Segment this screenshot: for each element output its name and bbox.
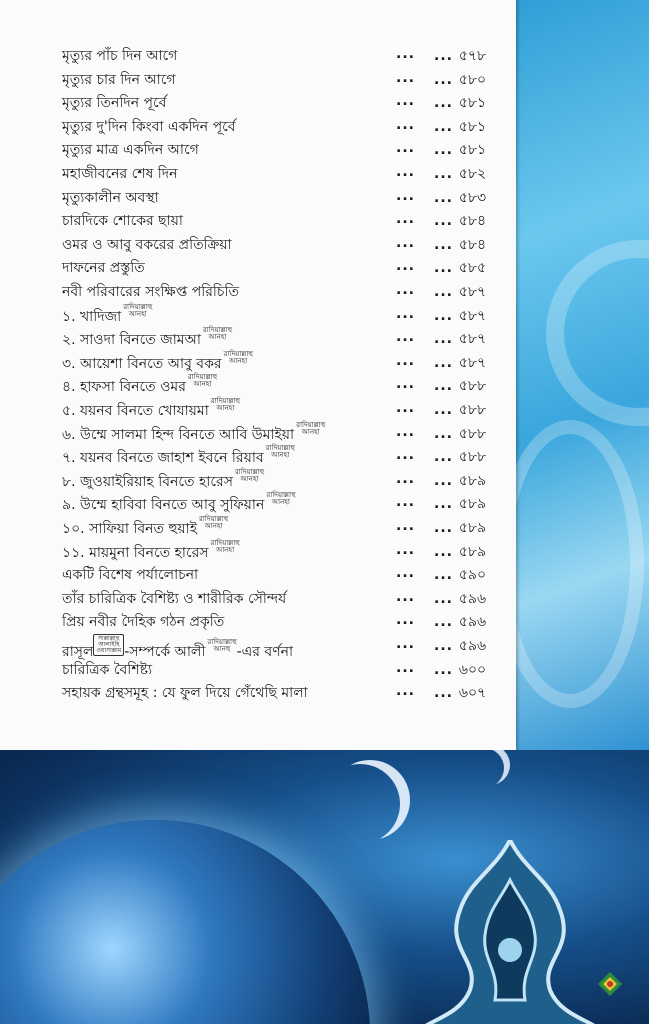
toc-entry	[62, 445, 510, 469]
page-number: ... ৫৯৬	[434, 614, 487, 631]
page-number: ... ৫৯০	[434, 567, 487, 584]
toc-entry-title: ৬. উম্মে সালমা হিন্দ বিনতে আবি উমাইয়া রাদিয়াল্লাহু আনহা	[62, 420, 326, 443]
toc-entry-title: প্রিয় নবীর দৈহিক গঠন প্রকৃতি	[62, 614, 225, 631]
page-number: ... ৫৮১	[434, 95, 487, 112]
toc-entry	[62, 422, 510, 446]
toc-entry	[62, 138, 510, 162]
dot-leader: ...	[396, 659, 415, 676]
dot-leader: ...	[396, 683, 415, 700]
toc-entry	[62, 280, 510, 304]
page-number: ... ৫৮৯	[434, 496, 487, 513]
honorific-label: রাদিয়াল্লাহু আনহা	[223, 349, 253, 365]
dot-leader: ...	[396, 258, 415, 275]
crescent-moon-icon	[470, 750, 510, 785]
toc-entry-title: দাফনের প্রস্তুতি	[62, 260, 145, 277]
page-number: ... ৫৮১	[434, 118, 487, 135]
dot-leader: ...	[396, 305, 415, 322]
toc-entry	[62, 91, 510, 115]
ornament-icon	[400, 840, 620, 1024]
toc-entry	[62, 162, 510, 186]
dot-leader: ...	[396, 518, 415, 534]
page-number: ... ৫৮৯	[434, 520, 487, 536]
page-number: ... ৫৮৪	[434, 236, 487, 253]
toc-entry-title: ৪. হাফসা বিনতে ওমর রাদিয়াল্লাহু আনহা	[62, 373, 218, 396]
toc-entry	[62, 658, 510, 682]
salawat-badge: সাল্লাল্লাহু আলাইহি ওয়াসাল্লাম	[93, 634, 124, 656]
toc-entry	[62, 516, 510, 540]
toc-entry	[62, 563, 510, 587]
dot-leader: ...	[396, 636, 415, 652]
honorific-label: রাদিয়াল্লাহু আনহা	[265, 444, 295, 460]
toc-entry-title: রাসূল সাল্লাল্লাহু আলাইহি ওয়াসাল্লাম -সম্পর্কে আলী রাদিয়াল্লাহু আনহু -এর বর্ণনা	[62, 635, 294, 660]
dot-leader: ...	[396, 376, 415, 393]
page-number: ... ৫৮৯	[434, 472, 487, 489]
page-number: ... ৫৯৬	[434, 638, 487, 654]
cover-artwork	[0, 750, 649, 1024]
dot-leader: ...	[396, 400, 415, 416]
page-number: ... ৫৮৯	[434, 543, 487, 560]
dot-leader: ...	[396, 93, 415, 110]
honorific-label: রাদিয়াল্লাহু আনহু	[207, 638, 237, 653]
dot-leader: ...	[396, 140, 415, 157]
toc-entry-title: মহাজীবনের শেষ দিন	[62, 166, 178, 182]
honorific-label: রাদিয়াল্লাহু আনহা	[266, 491, 296, 507]
dot-leader: ...	[396, 116, 415, 133]
dot-leader: ...	[396, 211, 415, 228]
dot-leader: ...	[396, 352, 415, 369]
honorific-label: রাদিয়াল্লাহু আনহা	[296, 420, 326, 436]
toc-entry-title: চারিত্রিক বৈশিষ্ট্য	[62, 661, 153, 678]
toc-entry	[62, 44, 510, 68]
toc-entry	[62, 327, 510, 351]
honorific-label: রাদিয়াল্লাহু আনহা	[210, 538, 240, 554]
toc-entry-title: নবী পরিবারের সংক্ষিপ্ত পরিচিতি	[62, 284, 239, 300]
toc-entry	[62, 610, 510, 634]
toc-entry-title: ৭. যয়নব বিনতে জাহাশ ইবনে রিয়াব রাদিয়াল্লাহু আনহা	[62, 444, 295, 467]
page-number: ... ৫৮৭	[434, 354, 487, 371]
toc-entry-title: মৃত্যুর পাঁচ দিন আগে	[62, 48, 178, 64]
page-number: ... ৫৮৮	[434, 425, 487, 442]
toc-entry-title: ১. খাদিজা রাদিয়াল্লাহু আনহা	[62, 302, 153, 325]
toc-entry	[62, 540, 510, 564]
page-number: ... ৫৮৭	[434, 307, 487, 324]
honorific-label: রাদিয়াল্লাহু আনহা	[123, 302, 153, 318]
dot-leader: ...	[396, 46, 415, 62]
dot-leader: ...	[396, 164, 415, 180]
toc-entry	[62, 374, 510, 398]
toc-entry-title: একটি বিশেষ পর্যালোচনা	[62, 567, 199, 584]
toc-entry	[62, 115, 510, 139]
page-number: ... ৫৮২	[434, 166, 487, 182]
toc-entry-title: ২. সাওদা বিনতে জামআ রাদিয়াল্লাহু আনহা	[62, 326, 233, 349]
honorific-label: রাদিয়াল্লাহু আনহা	[199, 515, 229, 530]
toc-entry	[62, 256, 510, 280]
dot-leader: ...	[396, 470, 415, 487]
toc-entry	[62, 492, 510, 516]
page-number: ... ৫৮৩	[434, 189, 487, 206]
planet	[0, 820, 370, 1024]
dot-leader: ...	[396, 565, 415, 582]
page-number: ... ৫৮৮	[434, 402, 487, 418]
toc-entry-title: ৫. যয়নব বিনতে খোযায়মা রাদিয়াল্লাহু আনহা	[62, 397, 240, 419]
dot-leader: ...	[396, 282, 415, 298]
toc-entry	[62, 304, 510, 328]
toc-entry	[62, 186, 510, 210]
toc-entry-title: মৃত্যুকালীন অবস্থা	[62, 189, 159, 206]
dot-leader: ...	[396, 234, 415, 251]
page-number: ... ৫৮৫	[434, 260, 487, 277]
toc-entry	[62, 68, 510, 92]
toc-entry-title: মৃত্যুর দু'দিন কিংবা একদিন পূর্বে	[62, 118, 236, 135]
honorific-label: রাদিয়াল্লাহু আনহা	[202, 326, 233, 342]
honorific-label: রাদিয়াল্লাহু আনহা	[187, 373, 218, 389]
dot-leader: ...	[396, 69, 415, 86]
page-number: ... ৫৮৮	[434, 378, 487, 395]
toc-entry	[62, 351, 510, 375]
honorific-label: রাদিয়াল্লাহু আনহা	[210, 397, 240, 412]
toc-entry-title: সহায়ক গ্রন্থসমূহ : যে ফুল দিয়ে গেঁথেছি মালা	[62, 685, 308, 702]
page-number: ... ৫৮৭	[434, 284, 487, 300]
page-number: ... ৫৭৮	[434, 48, 487, 64]
toc-entry-title: ওমর ও আবু বকরের প্রতিক্রিয়া	[62, 236, 232, 253]
toc-entry-title: চারদিকে শোকের ছায়া	[62, 213, 183, 230]
page-number: ... ৫৮৭	[434, 331, 487, 348]
dot-leader: ...	[396, 494, 415, 511]
page-number: ... ৬০৭	[434, 685, 487, 702]
toc-entry	[62, 587, 510, 611]
dot-leader: ...	[396, 423, 415, 440]
page-number: ... ৫৮৪	[434, 213, 487, 230]
toc-entry-title: ১০. সাফিয়া বিনত হুয়াই রাদিয়াল্লাহু আনহা	[62, 515, 229, 537]
page-number: ... ৫৮০	[434, 71, 487, 88]
toc-entry-title: মৃত্যুর চার দিন আগে	[62, 71, 176, 88]
side-decoration	[516, 0, 649, 760]
publisher-logo-icon	[596, 970, 624, 998]
dot-leader: ...	[396, 541, 415, 558]
toc-entry-title: ১১. মায়মুনা বিনতে হারেস রাদিয়াল্লাহু আনহা	[62, 538, 240, 561]
page-number: ... ৫৮৮	[434, 449, 487, 466]
dot-leader: ...	[396, 329, 415, 346]
page-number: ... ৬০০	[434, 661, 487, 678]
toc-entry	[62, 681, 510, 705]
page-number: ... ৫৮১	[434, 142, 487, 159]
toc-entry	[62, 209, 510, 233]
crescent-moon-icon	[330, 760, 410, 840]
dot-leader: ...	[396, 588, 415, 605]
toc-entry-title: মৃত্যুর তিনদিন পূর্বে	[62, 95, 167, 112]
page-number: ... ৫৯৬	[434, 590, 487, 607]
toc-entry	[62, 469, 510, 493]
toc-entry	[62, 398, 510, 422]
toc-entry-title: ৮. জুওয়াইরিয়াহ বিনতে হারেস রাদিয়াল্লাহু আনহা	[62, 467, 265, 490]
swirl-decoration	[516, 420, 644, 708]
swirl-decoration	[546, 240, 649, 426]
toc-entry	[62, 233, 510, 257]
toc-entry-title: ৩. আয়েশা বিনতে আবু বকর রাদিয়াল্লাহু আনহা	[62, 349, 253, 372]
honorific-label: রাদিয়াল্লাহু আনহা	[234, 467, 265, 483]
toc-entry-title: ৯. উম্মে হাবিবা বিনতে আবু সুফিয়ান রাদিয়াল্লাহু আনহা	[62, 491, 296, 514]
dot-leader: ...	[396, 447, 415, 464]
dot-leader: ...	[396, 187, 415, 204]
toc-entry	[62, 634, 510, 658]
dot-leader: ...	[396, 612, 415, 629]
toc-entry-title: মৃত্যুর মাত্র একদিন আগে	[62, 142, 199, 159]
toc-entry-title: তাঁর চারিত্রিক বৈশিষ্ট্য ও শারীরিক সৌন্দর্য	[62, 590, 287, 607]
